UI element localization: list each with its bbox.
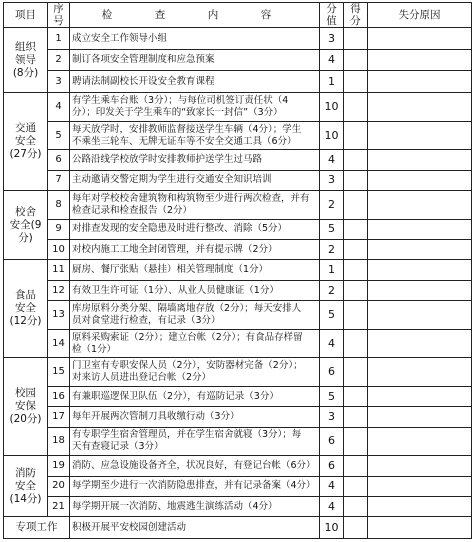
- item-content-line: 公路沿线学校放学时安排教师护送学生过马路: [72, 154, 263, 166]
- table-row: [4, 150, 472, 170]
- item-number: 17: [48, 407, 70, 427]
- reason-input-cell[interactable]: [368, 260, 472, 280]
- item-content: [70, 170, 320, 190]
- score-input-cell[interactable]: [344, 386, 368, 406]
- score-input-cell[interactable]: [344, 70, 368, 92]
- item-number: 10: [48, 240, 70, 260]
- item-number: 8: [48, 191, 70, 220]
- item-content-line: 主动邀请交警定期为学生进行交通安全知识培训: [72, 174, 272, 186]
- item-content-line: 有专职学生宿舍管理员，并在学生宿舍就寝（3分）；每: [72, 429, 302, 441]
- score-input-cell[interactable]: [344, 240, 368, 260]
- item-content: [70, 427, 320, 456]
- reason-input-cell[interactable]: [368, 28, 472, 50]
- item-number: 7: [48, 170, 70, 190]
- item-value: 3: [320, 407, 344, 427]
- item-value: 4: [320, 329, 344, 358]
- table-row: [4, 280, 472, 300]
- reason-input-cell[interactable]: [368, 386, 472, 406]
- table-row: [4, 170, 472, 190]
- item-content: [70, 476, 320, 496]
- item-content: [70, 240, 320, 260]
- item-value: 2: [320, 240, 344, 260]
- header-score: 得分: [344, 3, 368, 28]
- table-row: [4, 329, 472, 358]
- item-number: 6: [48, 150, 70, 170]
- reason-input-cell[interactable]: [368, 50, 472, 70]
- reason-input-cell[interactable]: [368, 121, 472, 150]
- item-content-line: 聘请法制副校长开设安全教育课程: [72, 75, 215, 87]
- item-value: 2: [320, 280, 344, 300]
- item-content-line: 有兼职巡逻保卫队伍（2分），有巡防记录（3分）: [72, 390, 279, 402]
- item-content: [70, 407, 320, 427]
- score-input-cell[interactable]: [344, 301, 368, 330]
- reason-input-cell[interactable]: [368, 219, 472, 239]
- header-row: [4, 3, 472, 28]
- category-cell: 校园 安保 (20分): [4, 358, 48, 456]
- item-content-line: 检（1分）: [72, 343, 117, 355]
- reason-input-cell[interactable]: [368, 70, 472, 92]
- score-input-cell[interactable]: [344, 456, 368, 476]
- reason-input-cell[interactable]: [368, 427, 472, 456]
- table-row: [4, 517, 472, 539]
- score-input-cell[interactable]: [344, 407, 368, 427]
- item-content-line: 库房原料分类分架、隔墙离地存放（2分）；每天安排人: [72, 303, 302, 315]
- table-row: [4, 386, 472, 406]
- item-number: 1: [48, 28, 70, 50]
- item-value: 6: [320, 358, 344, 387]
- reason-input-cell[interactable]: [368, 170, 472, 190]
- reason-input-cell[interactable]: [368, 517, 472, 539]
- item-content-line: 不乘坐三轮车、无牌无证车等不安全交通工具（6分）: [72, 135, 297, 147]
- category-cell: 交通 安全 (27分): [4, 93, 48, 191]
- item-content: [70, 150, 320, 170]
- item-content: [70, 497, 320, 517]
- item-content-line: 有效卫生许可证（1分）、从业人员健康证（1分）: [72, 284, 279, 296]
- item-content-line: 每学期开展一次消防、地震逃生演练活动（4分）: [72, 500, 278, 512]
- table-row: [4, 301, 472, 330]
- item-value: 4: [320, 150, 344, 170]
- item-content: [70, 456, 320, 476]
- item-content: [70, 93, 320, 122]
- item-number: 2: [48, 50, 70, 70]
- item-value: 10: [320, 517, 344, 539]
- item-content-line: 积极开展平安校园创建活动: [72, 521, 187, 533]
- item-value: 1: [320, 70, 344, 92]
- reason-input-cell[interactable]: [368, 407, 472, 427]
- category-cell: 专项工作: [4, 517, 70, 539]
- item-content-line: 天有查寝记录（3分）: [72, 441, 164, 453]
- item-content-line: 厨房、餐厅张贴（悬挂）相关管理制度（1分）: [72, 264, 269, 276]
- item-content: [70, 121, 320, 150]
- item-value: 5: [320, 301, 344, 330]
- item-content-line: 每年对学校校舍建筑物和构筑物至少进行两次检查，并有: [72, 192, 310, 204]
- score-input-cell[interactable]: [344, 358, 368, 387]
- table-row: [4, 358, 472, 387]
- score-input-cell[interactable]: [344, 28, 368, 50]
- item-value: 4: [320, 50, 344, 70]
- score-input-cell[interactable]: [344, 170, 368, 190]
- item-content: [70, 301, 320, 330]
- item-content: [70, 50, 320, 70]
- score-input-cell[interactable]: [344, 219, 368, 239]
- item-content-line: 对排查发现的安全隐患及时进行整改、消除（5分）: [72, 223, 288, 235]
- item-value: 2: [320, 191, 344, 220]
- item-number: 16: [48, 386, 70, 406]
- item-content-line: 成立安全工作领导小组: [72, 32, 168, 44]
- table-row: [4, 50, 472, 70]
- item-content: [70, 260, 320, 280]
- table-row: [4, 476, 472, 496]
- item-number: 14: [48, 329, 70, 358]
- item-content-line: 每天放学时，安排教师监督接送学生车辆（4分）；学生: [72, 123, 302, 135]
- item-number: 5: [48, 121, 70, 150]
- score-input-cell[interactable]: [344, 497, 368, 517]
- item-content-line: 员对食堂进行检查，有记录（3分）: [72, 315, 221, 327]
- item-value: 4: [320, 497, 344, 517]
- item-number: 3: [48, 70, 70, 92]
- table-row: [4, 456, 472, 476]
- item-number: 18: [48, 427, 70, 456]
- item-content-line: 每学期至少进行一次消防隐患排查，并有记录备案（4分）: [72, 480, 316, 492]
- reason-input-cell[interactable]: [368, 358, 472, 387]
- item-content: [70, 280, 320, 300]
- item-number: 11: [48, 260, 70, 280]
- reason-input-cell[interactable]: [368, 93, 472, 122]
- item-content-line: 分）；印发关于学生乘车的“致家长一封信”（3分）: [72, 107, 283, 119]
- item-number: 9: [48, 219, 70, 239]
- item-content-line: 有学生乘车台账（3分）；与每位司机签订责任状（4: [72, 95, 289, 107]
- reason-input-cell[interactable]: [368, 240, 472, 260]
- score-input-cell[interactable]: [344, 517, 368, 539]
- score-input-cell[interactable]: [344, 427, 368, 456]
- item-number: 4: [48, 93, 70, 122]
- item-value: 6: [320, 456, 344, 476]
- category-cell: 校舍 安全(9 分): [4, 191, 48, 260]
- item-content-line: 对校内施工工地全封闭管理，并有提示牌（2分）: [72, 243, 278, 255]
- item-content: [70, 191, 320, 220]
- item-value: 6: [320, 427, 344, 456]
- item-value: 10: [320, 121, 344, 150]
- table-row: [4, 240, 472, 260]
- reason-input-cell[interactable]: [368, 280, 472, 300]
- reason-input-cell[interactable]: [368, 456, 472, 476]
- item-content: [70, 386, 320, 406]
- category-cell: 食品 安全 (12分): [4, 260, 48, 358]
- item-content: [70, 219, 320, 239]
- header-category: 项目: [4, 3, 48, 28]
- header-number: 序号: [48, 3, 70, 28]
- table-row: [4, 260, 472, 280]
- item-value: 1: [320, 260, 344, 280]
- item-number: 15: [48, 358, 70, 387]
- item-number: 20: [48, 476, 70, 496]
- item-content: [70, 28, 320, 50]
- score-input-cell[interactable]: [344, 121, 368, 150]
- item-content: [70, 329, 320, 358]
- table-row: [4, 219, 472, 239]
- item-content-line: 制订各项安全管理制度和应急预案: [72, 54, 215, 66]
- inspection-table: [3, 2, 472, 539]
- reason-input-cell[interactable]: [368, 191, 472, 220]
- item-number: 13: [48, 301, 70, 330]
- table-row: [4, 93, 472, 122]
- score-input-cell[interactable]: [344, 280, 368, 300]
- score-input-cell[interactable]: [344, 50, 368, 70]
- score-input-cell[interactable]: [344, 191, 368, 220]
- header-reason: 失分原因: [368, 3, 472, 28]
- item-number: 19: [48, 456, 70, 476]
- item-content-line: 原料采购索证（2分）；建立台帐（2分）；有食品存样留: [72, 331, 303, 343]
- score-input-cell[interactable]: [344, 329, 368, 358]
- table-row: [4, 28, 472, 50]
- reason-input-cell[interactable]: [368, 476, 472, 496]
- item-content-line: 门卫室有专职安保人员（2分），安防器材完备（2分）；: [72, 360, 303, 372]
- item-content: [70, 517, 320, 539]
- item-content: [70, 358, 320, 387]
- score-input-cell[interactable]: [344, 476, 368, 496]
- table-row: [4, 121, 472, 150]
- table-row: [4, 70, 472, 92]
- header-content: 检 查 内 容: [70, 3, 320, 28]
- score-input-cell[interactable]: [344, 93, 368, 122]
- item-content: [70, 70, 320, 92]
- item-value: 5: [320, 219, 344, 239]
- reason-input-cell[interactable]: [368, 497, 472, 517]
- item-content-line: 对来访人员进出登记台帐（2分）: [72, 372, 212, 384]
- category-cell: 消防 安全 (14分): [4, 456, 48, 517]
- table-row: [4, 427, 472, 456]
- reason-input-cell[interactable]: [368, 301, 472, 330]
- reason-input-cell[interactable]: [368, 150, 472, 170]
- table-row: [4, 191, 472, 220]
- item-number: 12: [48, 280, 70, 300]
- item-value: 3: [320, 28, 344, 50]
- item-value: 3: [320, 170, 344, 190]
- reason-input-cell[interactable]: [368, 329, 472, 358]
- score-input-cell[interactable]: [344, 150, 368, 170]
- score-input-cell[interactable]: [344, 260, 368, 280]
- item-value: 4: [320, 476, 344, 496]
- item-content-line: 每年开展两次管制刀具收缴行动（3分）: [72, 410, 240, 422]
- table-row: [4, 407, 472, 427]
- item-content-line: 消防、应急设施设备齐全，状况良好，有登记台帐（6分）: [72, 459, 316, 471]
- item-value: 5: [320, 386, 344, 406]
- table-row: [4, 497, 472, 517]
- category-cell: 组织 领导 (8分): [4, 28, 48, 93]
- item-value: 10: [320, 93, 344, 122]
- item-number: 21: [48, 497, 70, 517]
- item-content-line: 检查记录和检查报告（2分）: [72, 204, 193, 216]
- header-value: 分值: [320, 3, 344, 28]
